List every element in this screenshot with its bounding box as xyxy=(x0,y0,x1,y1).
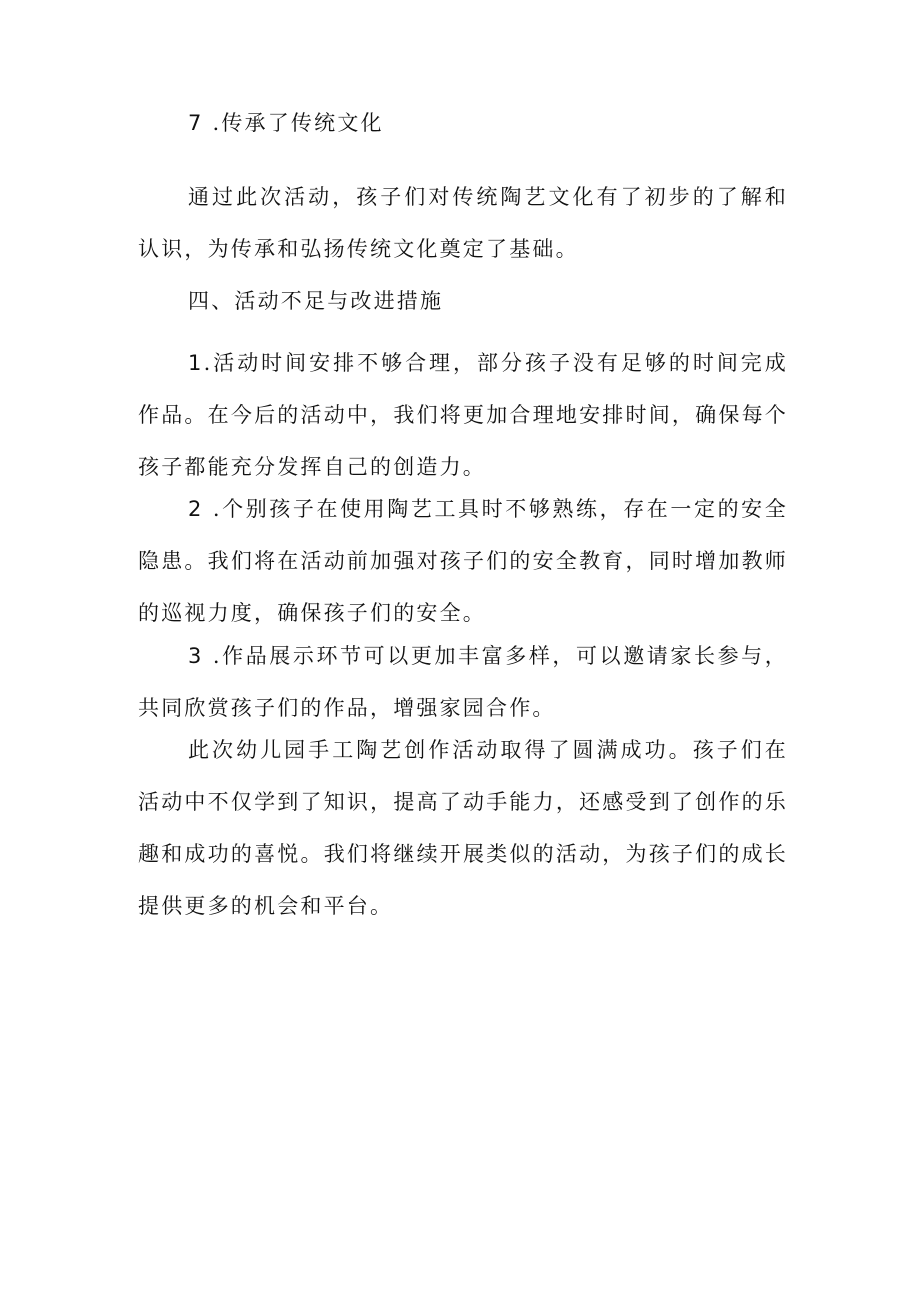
section-7-title: .传承了传统文化 xyxy=(212,111,384,135)
item-1-number: 1 xyxy=(188,351,204,375)
improvement-item-3 xyxy=(138,630,788,734)
conclusion-paragraph: 此次幼儿园手工陶艺创作活动取得了圆满成功。孩子们在活动中不仅学到了知识，提高了动手能力，还感受到了创作的乐趣和成功的喜悦。我们将继续开展类似的活动，为孩子们的成长提供更多的机会和平台。 xyxy=(138,738,788,918)
section-7-number: 7 xyxy=(188,111,204,135)
section-7-heading xyxy=(188,97,788,149)
section-7-paragraph: 通过此次活动，孩子们对传统陶艺文化有了初步的了解和认识，为传承和弘扬传统文化奠定了基础。 xyxy=(138,185,788,261)
item-2-text: .个别孩子在使用陶艺工具时不够熟练，存在一定的安全隐患。我们将在活动前加强对孩子们的安全教育，同时增加教师的巡视力度，确保孩子们的安全。 xyxy=(138,497,788,625)
item-3-text: .作品展示环节可以更加丰富多样，可以邀请家长参与，共同欣赏孩子们的作品，增强家园合作。 xyxy=(138,644,788,720)
item-3-number: 3 xyxy=(188,644,204,668)
improvement-item-1 xyxy=(138,337,788,493)
improvement-item-2 xyxy=(138,483,788,639)
item-1-text: .活动时间安排不够合理，部分孩子没有足够的时间完成作品。在今后的活动中，我们将更加合理地安排时间，确保每个孩子都能充分发挥自己的创造力。 xyxy=(138,351,788,479)
section-4-heading: 四、活动不足与改进措施 xyxy=(188,289,444,313)
item-2-number: 2 xyxy=(188,497,204,521)
